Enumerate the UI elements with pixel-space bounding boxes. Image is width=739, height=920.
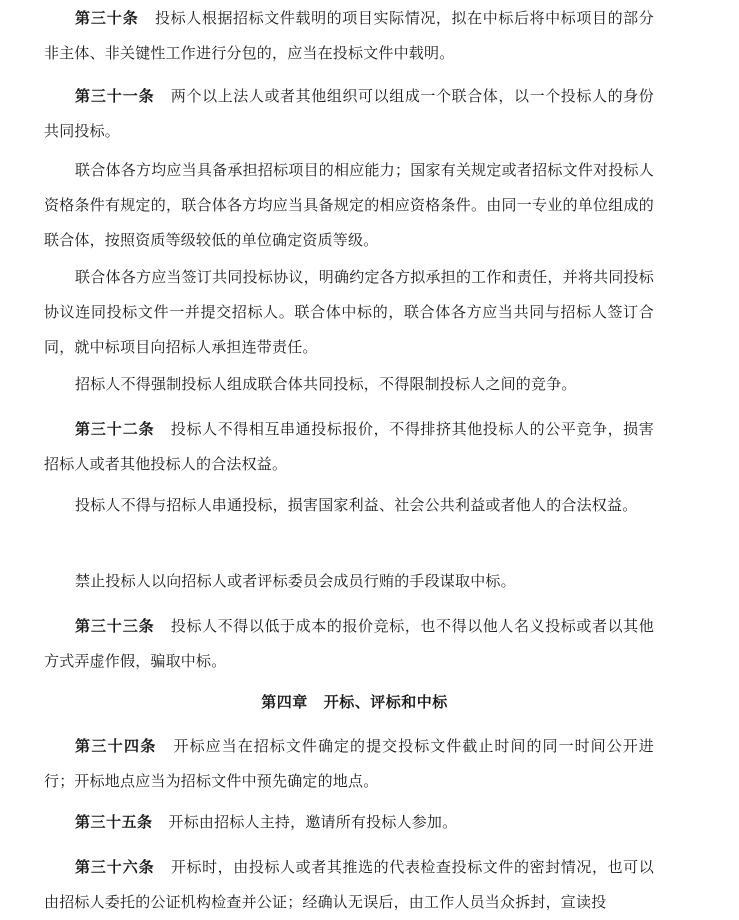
article-number: 第三十一条: [75, 87, 155, 105]
article-number: 第三十二条: [75, 420, 155, 438]
chapter-number: 第四章: [261, 693, 308, 711]
paragraph-joint-agreement: [44, 260, 654, 365]
paragraph-no-bribery: [44, 564, 654, 599]
chapter-heading: [0, 692, 709, 712]
chapter-title: 开标、评标和中标: [323, 693, 448, 711]
article-number: 第三十条: [75, 9, 139, 27]
paragraph-no-collusion: [44, 488, 654, 523]
article-30: [44, 1, 654, 71]
article-text: 两个以上法人或者其他组织可以组成一个联合体，以一个投标人的身份共同投标。: [44, 87, 654, 140]
article-text: 投标人不得以低于成本的报价竞标，也不得以他人名义投标或者以其他方式弄虚作假，骗取中标。: [44, 617, 654, 670]
article-number: 第三十三条: [75, 617, 155, 635]
article-number: 第三十六条: [75, 858, 155, 876]
article-text: 开标应当在招标文件确定的提交投标文件截止时间的同一时间公开进行；开标地点应当为招标文件中预先确定的地点。: [44, 737, 654, 790]
article-text: 投标人根据招标文件载明的项目实际情况，拟在中标后将中标项目的部分非主体、非关键性工作进行分包的，应当在投标文件中载明。: [44, 9, 654, 62]
article-34: [44, 729, 654, 799]
paragraph-text: 招标人不得强制投标人组成联合体共同投标，不得限制投标人之间的竞争。: [75, 375, 577, 393]
article-text: 投标人不得相互串通投标报价，不得排挤其他投标人的公平竞争，损害招标人或者其他投标人的合法权益。: [44, 420, 654, 473]
paragraph-text: 投标人不得与招标人串通投标，损害国家利益、社会公共利益或者他人的合法权益。: [75, 496, 638, 514]
paragraph-text: 联合体各方应当签订共同投标协议，明确约定各方拟承担的工作和责任，并将共同投标协议连同投标文件一并提交招标人。联合体中标的，联合体各方应当共同与招标人签订合同，就中标项目向招标人承担连带责任。: [44, 268, 654, 356]
article-36: [44, 850, 654, 920]
article-number: 第三十五条: [75, 813, 153, 831]
paragraph-joint-ability: [44, 153, 654, 258]
article-number: 第三十四条: [75, 737, 157, 755]
article-33: [44, 609, 654, 679]
article-32: [44, 412, 654, 482]
paragraph-text: 联合体各方均应当具备承担招标项目的相应能力；国家有关规定或者招标文件对投标人资格条件有规定的，联合体各方均应当具备规定的相应资格条件。由同一专业的单位组成的联合体，按照资质等级较低的单位确定资质等级。: [44, 161, 654, 249]
article-text: 开标由招标人主持，邀请所有投标人参加。: [168, 813, 458, 831]
article-text: 开标时，由投标人或者其推选的代表检查投标文件的密封情况，也可以由招标人委托的公证机构检查并公证；经确认无误后，由工作人员当众拆封，宣读投: [44, 858, 654, 911]
article-35: [44, 805, 654, 840]
paragraph-text: 禁止投标人以向招标人或者评标委员会成员行贿的手段谋取中标。: [75, 572, 516, 590]
paragraph-no-forced-joint: [44, 367, 654, 402]
article-31: [44, 79, 654, 149]
